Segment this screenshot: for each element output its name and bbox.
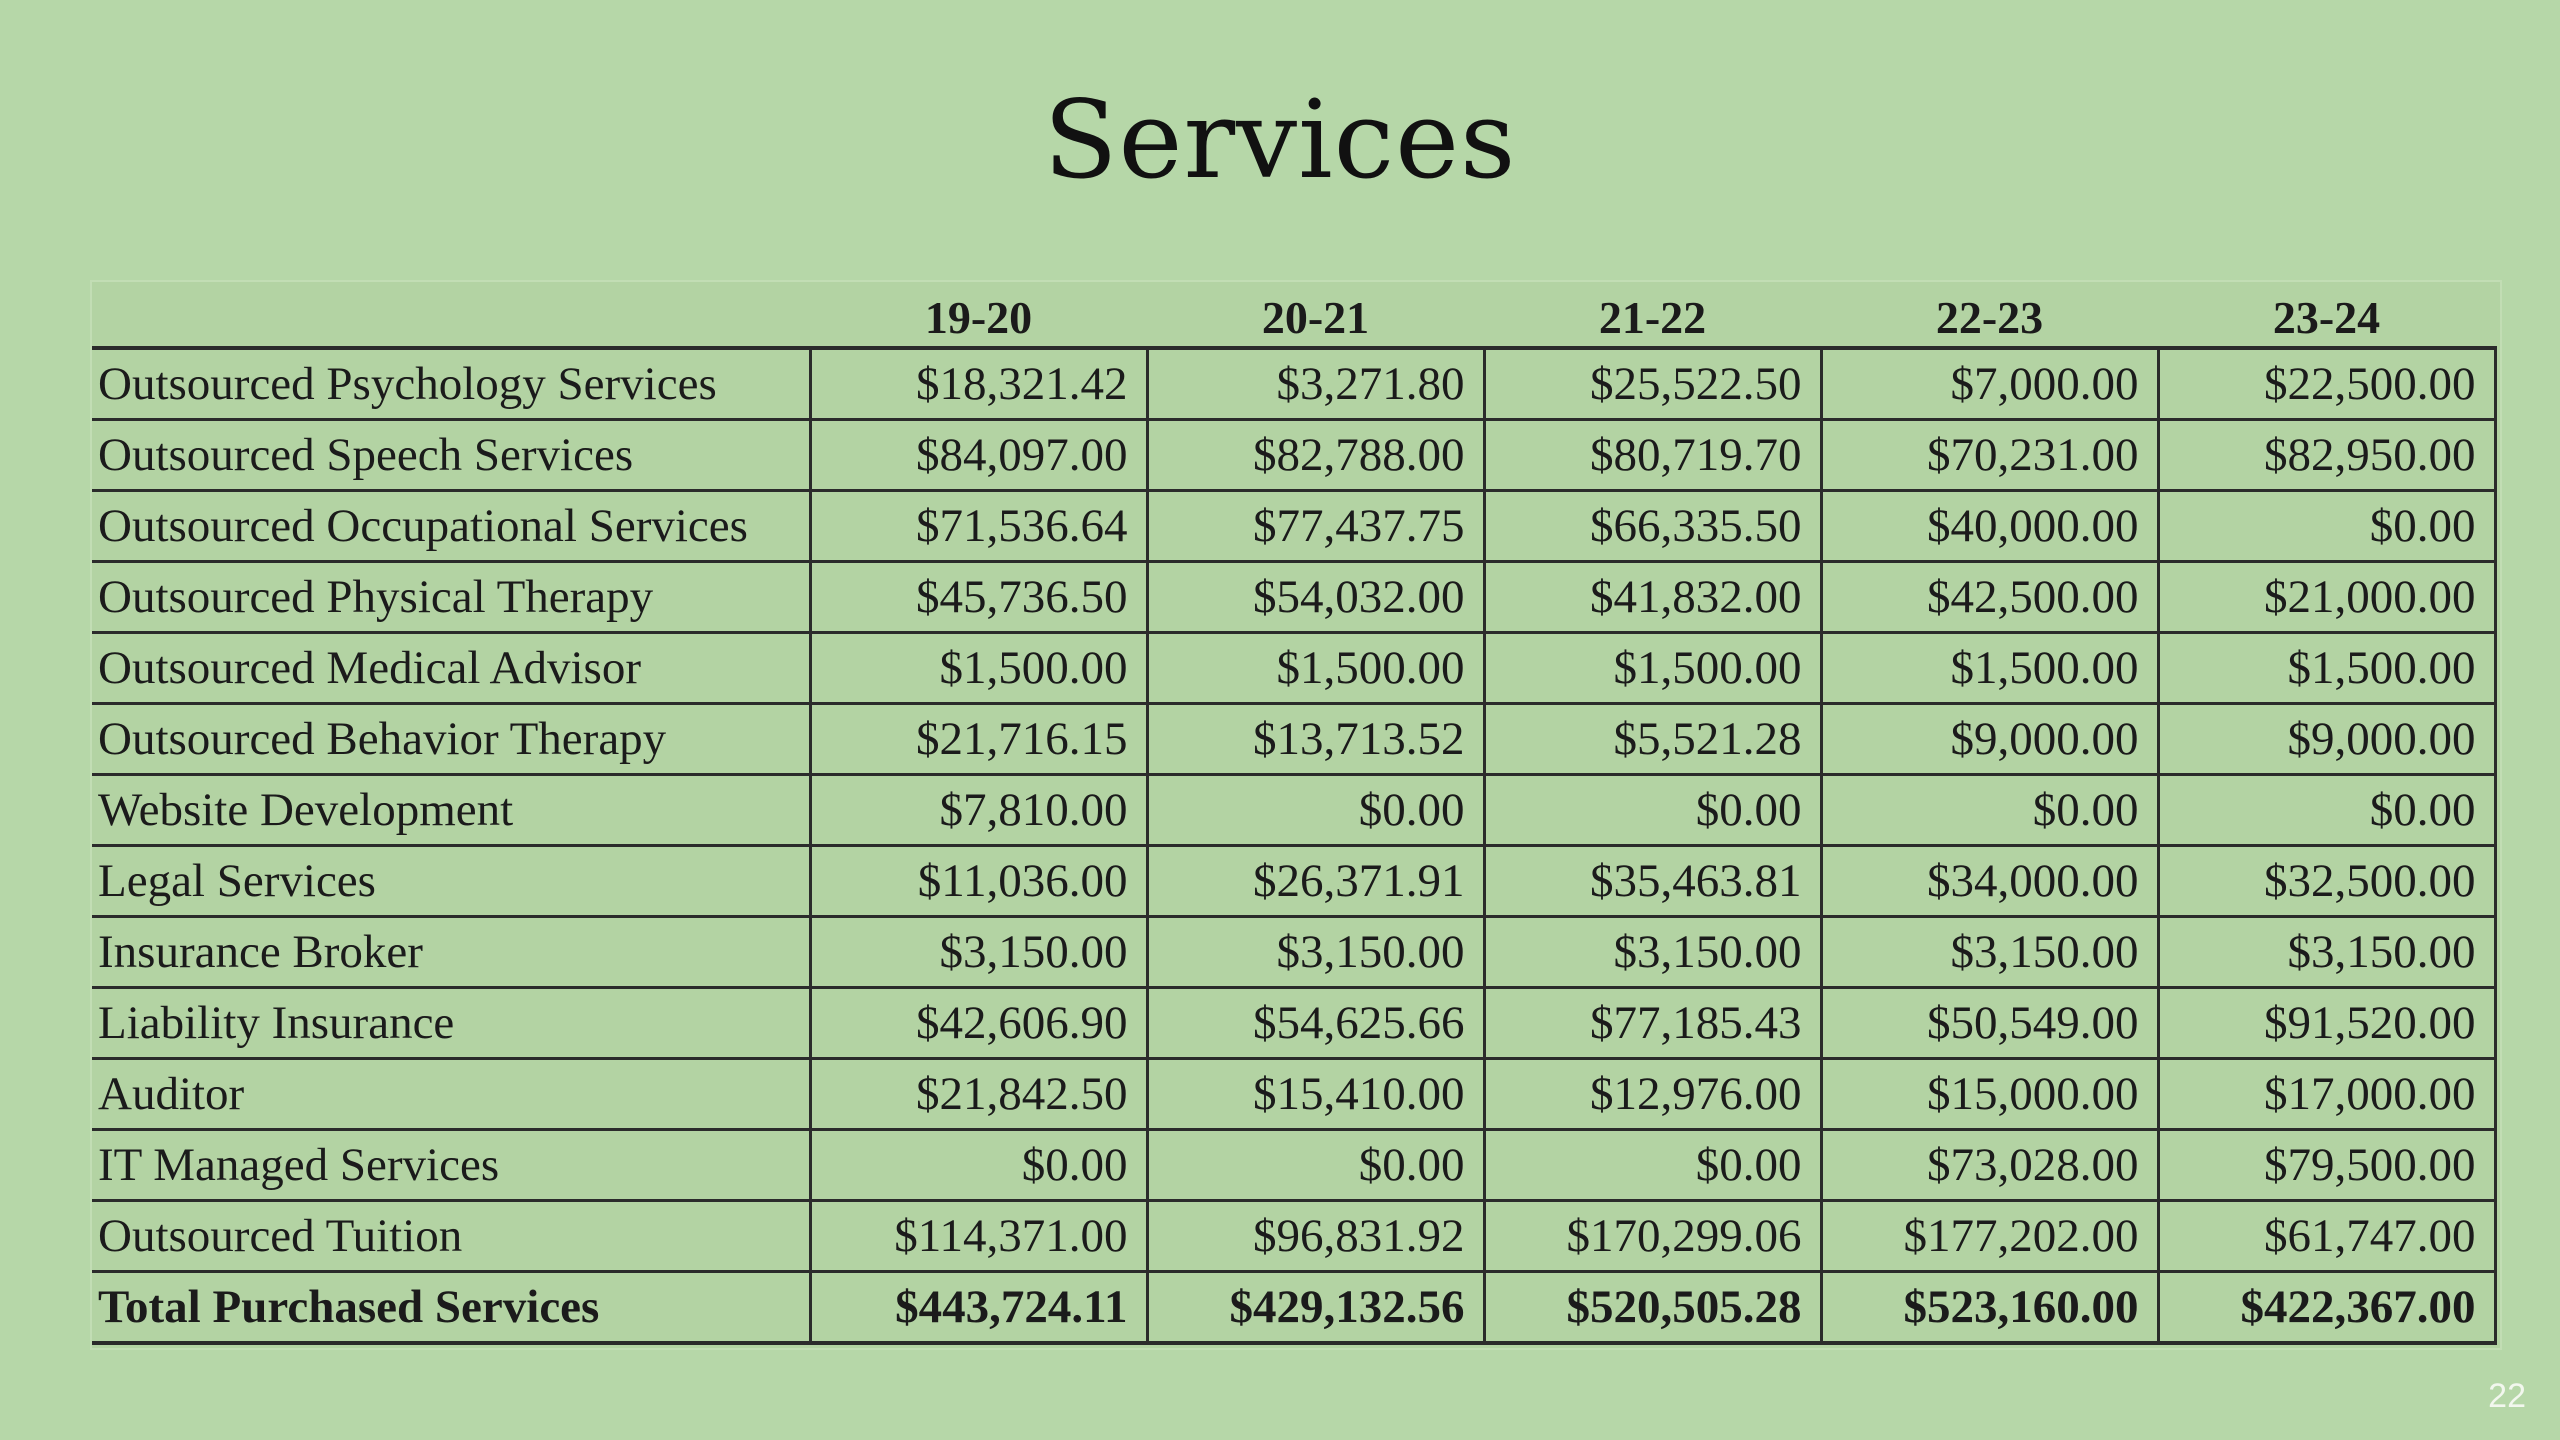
table-cell: $0.00 bbox=[1484, 775, 1821, 846]
table-row bbox=[92, 704, 2495, 775]
table-cell: $32,500.00 bbox=[2158, 846, 2495, 917]
column-header-21-22: 21-22 bbox=[1598, 292, 1707, 343]
table-cell: $114,371.00 bbox=[810, 1201, 1147, 1272]
row-label: Auditor bbox=[92, 1059, 810, 1130]
table-cell: $3,150.00 bbox=[810, 917, 1147, 988]
table-cell: $1,500.00 bbox=[1484, 633, 1821, 704]
row-label: Legal Services bbox=[92, 846, 810, 917]
table-cell: $0.00 bbox=[2158, 775, 2495, 846]
slide-title: Services bbox=[1043, 78, 1517, 203]
table-cell: $34,000.00 bbox=[1821, 846, 2158, 917]
services-table bbox=[92, 282, 2497, 1345]
table-cell: $77,437.75 bbox=[1147, 491, 1484, 562]
table-cell: $12,976.00 bbox=[1484, 1059, 1821, 1130]
table-row bbox=[92, 846, 2495, 917]
table-cell: $3,271.80 bbox=[1147, 348, 1484, 420]
table-cell: $96,831.92 bbox=[1147, 1201, 1484, 1272]
table-cell: $13,713.52 bbox=[1147, 704, 1484, 775]
table-cell: $84,097.00 bbox=[810, 420, 1147, 491]
table-cell: $9,000.00 bbox=[2158, 704, 2495, 775]
row-label: Outsourced Occupational Services bbox=[92, 491, 810, 562]
header-row bbox=[92, 282, 2495, 348]
row-label: Outsourced Tuition bbox=[92, 1201, 810, 1272]
table-cell: $66,335.50 bbox=[1484, 491, 1821, 562]
table-cell: $0.00 bbox=[810, 1130, 1147, 1201]
table-cell: $40,000.00 bbox=[1821, 491, 2158, 562]
table-cell: $170,299.06 bbox=[1484, 1201, 1821, 1272]
table-cell: $21,000.00 bbox=[2158, 562, 2495, 633]
total-cell: $520,505.28 bbox=[1484, 1272, 1821, 1344]
table-cell: $25,522.50 bbox=[1484, 348, 1821, 420]
row-label: Liability Insurance bbox=[92, 988, 810, 1059]
table-cell: $1,500.00 bbox=[1821, 633, 2158, 704]
column-header-23-24: 23-24 bbox=[2272, 292, 2381, 343]
table-cell: $82,950.00 bbox=[2158, 420, 2495, 491]
table-cell: $5,521.28 bbox=[1484, 704, 1821, 775]
table-row bbox=[92, 1059, 2495, 1130]
row-label: IT Managed Services bbox=[92, 1130, 810, 1201]
table-cell: $45,736.50 bbox=[810, 562, 1147, 633]
table-cell: $22,500.00 bbox=[2158, 348, 2495, 420]
total-cell: $523,160.00 bbox=[1821, 1272, 2158, 1344]
table-cell: $0.00 bbox=[2158, 491, 2495, 562]
table-cell: $91,520.00 bbox=[2158, 988, 2495, 1059]
total-cell: $429,132.56 bbox=[1147, 1272, 1484, 1344]
table-cell: $7,810.00 bbox=[810, 775, 1147, 846]
table-cell: $1,500.00 bbox=[1147, 633, 1484, 704]
table-row bbox=[92, 348, 2495, 420]
table-cell: $15,410.00 bbox=[1147, 1059, 1484, 1130]
total-cell: $422,367.00 bbox=[2158, 1272, 2495, 1344]
total-label: Total Purchased Services bbox=[92, 1272, 810, 1344]
row-label: Outsourced Psychology Services bbox=[92, 348, 810, 420]
table-cell: $70,231.00 bbox=[1821, 420, 2158, 491]
table-row bbox=[92, 491, 2495, 562]
table-row bbox=[92, 917, 2495, 988]
table-cell: $35,463.81 bbox=[1484, 846, 1821, 917]
table-cell: $73,028.00 bbox=[1821, 1130, 2158, 1201]
table-cell: $18,321.42 bbox=[810, 348, 1147, 420]
table-cell: $26,371.91 bbox=[1147, 846, 1484, 917]
table-cell: $15,000.00 bbox=[1821, 1059, 2158, 1130]
table-cell: $54,625.66 bbox=[1147, 988, 1484, 1059]
table-cell: $42,606.90 bbox=[810, 988, 1147, 1059]
table-row bbox=[92, 988, 2495, 1059]
column-header-22-23: 22-23 bbox=[1935, 292, 2044, 343]
row-label: Website Development bbox=[92, 775, 810, 846]
column-header-20-21: 20-21 bbox=[1261, 292, 1370, 343]
row-label: Outsourced Medical Advisor bbox=[92, 633, 810, 704]
row-label: Insurance Broker bbox=[92, 917, 810, 988]
table-cell: $41,832.00 bbox=[1484, 562, 1821, 633]
table-cell: $21,716.15 bbox=[810, 704, 1147, 775]
table-cell: $11,036.00 bbox=[810, 846, 1147, 917]
table-cell: $79,500.00 bbox=[2158, 1130, 2495, 1201]
table-cell: $82,788.00 bbox=[1147, 420, 1484, 491]
table-cell: $42,500.00 bbox=[1821, 562, 2158, 633]
table-cell: $0.00 bbox=[1147, 775, 1484, 846]
table-cell: $71,536.64 bbox=[810, 491, 1147, 562]
table-row bbox=[92, 633, 2495, 704]
table-cell: $3,150.00 bbox=[1484, 917, 1821, 988]
services-table-image bbox=[92, 282, 2500, 1348]
table-cell: $3,150.00 bbox=[1821, 917, 2158, 988]
table-cell: $50,549.00 bbox=[1821, 988, 2158, 1059]
column-header-19-20: 19-20 bbox=[924, 292, 1033, 343]
table-cell: $21,842.50 bbox=[810, 1059, 1147, 1130]
table-cell: $0.00 bbox=[1147, 1130, 1484, 1201]
table-cell: $61,747.00 bbox=[2158, 1201, 2495, 1272]
row-label: Outsourced Physical Therapy bbox=[92, 562, 810, 633]
table-row bbox=[92, 420, 2495, 491]
table-cell: $0.00 bbox=[1821, 775, 2158, 846]
table-cell: $77,185.43 bbox=[1484, 988, 1821, 1059]
table-cell: $3,150.00 bbox=[2158, 917, 2495, 988]
table-row bbox=[92, 1130, 2495, 1201]
table-cell: $3,150.00 bbox=[1147, 917, 1484, 988]
total-cell: $443,724.11 bbox=[810, 1272, 1147, 1344]
table-cell: $7,000.00 bbox=[1821, 348, 2158, 420]
table-cell: $17,000.00 bbox=[2158, 1059, 2495, 1130]
table-cell: $177,202.00 bbox=[1821, 1201, 2158, 1272]
table-row bbox=[92, 775, 2495, 846]
table-cell: $80,719.70 bbox=[1484, 420, 1821, 491]
table-cell: $9,000.00 bbox=[1821, 704, 2158, 775]
table-row bbox=[92, 1201, 2495, 1272]
table-cell: $54,032.00 bbox=[1147, 562, 1484, 633]
table-row bbox=[92, 562, 2495, 633]
table-cell: $1,500.00 bbox=[2158, 633, 2495, 704]
row-label: Outsourced Speech Services bbox=[92, 420, 810, 491]
column-header-label bbox=[92, 282, 810, 348]
table-cell: $0.00 bbox=[1484, 1130, 1821, 1201]
total-row bbox=[92, 1272, 2495, 1344]
row-label: Outsourced Behavior Therapy bbox=[92, 704, 810, 775]
page-number: 22 bbox=[2488, 1377, 2526, 1415]
table-cell: $1,500.00 bbox=[810, 633, 1147, 704]
